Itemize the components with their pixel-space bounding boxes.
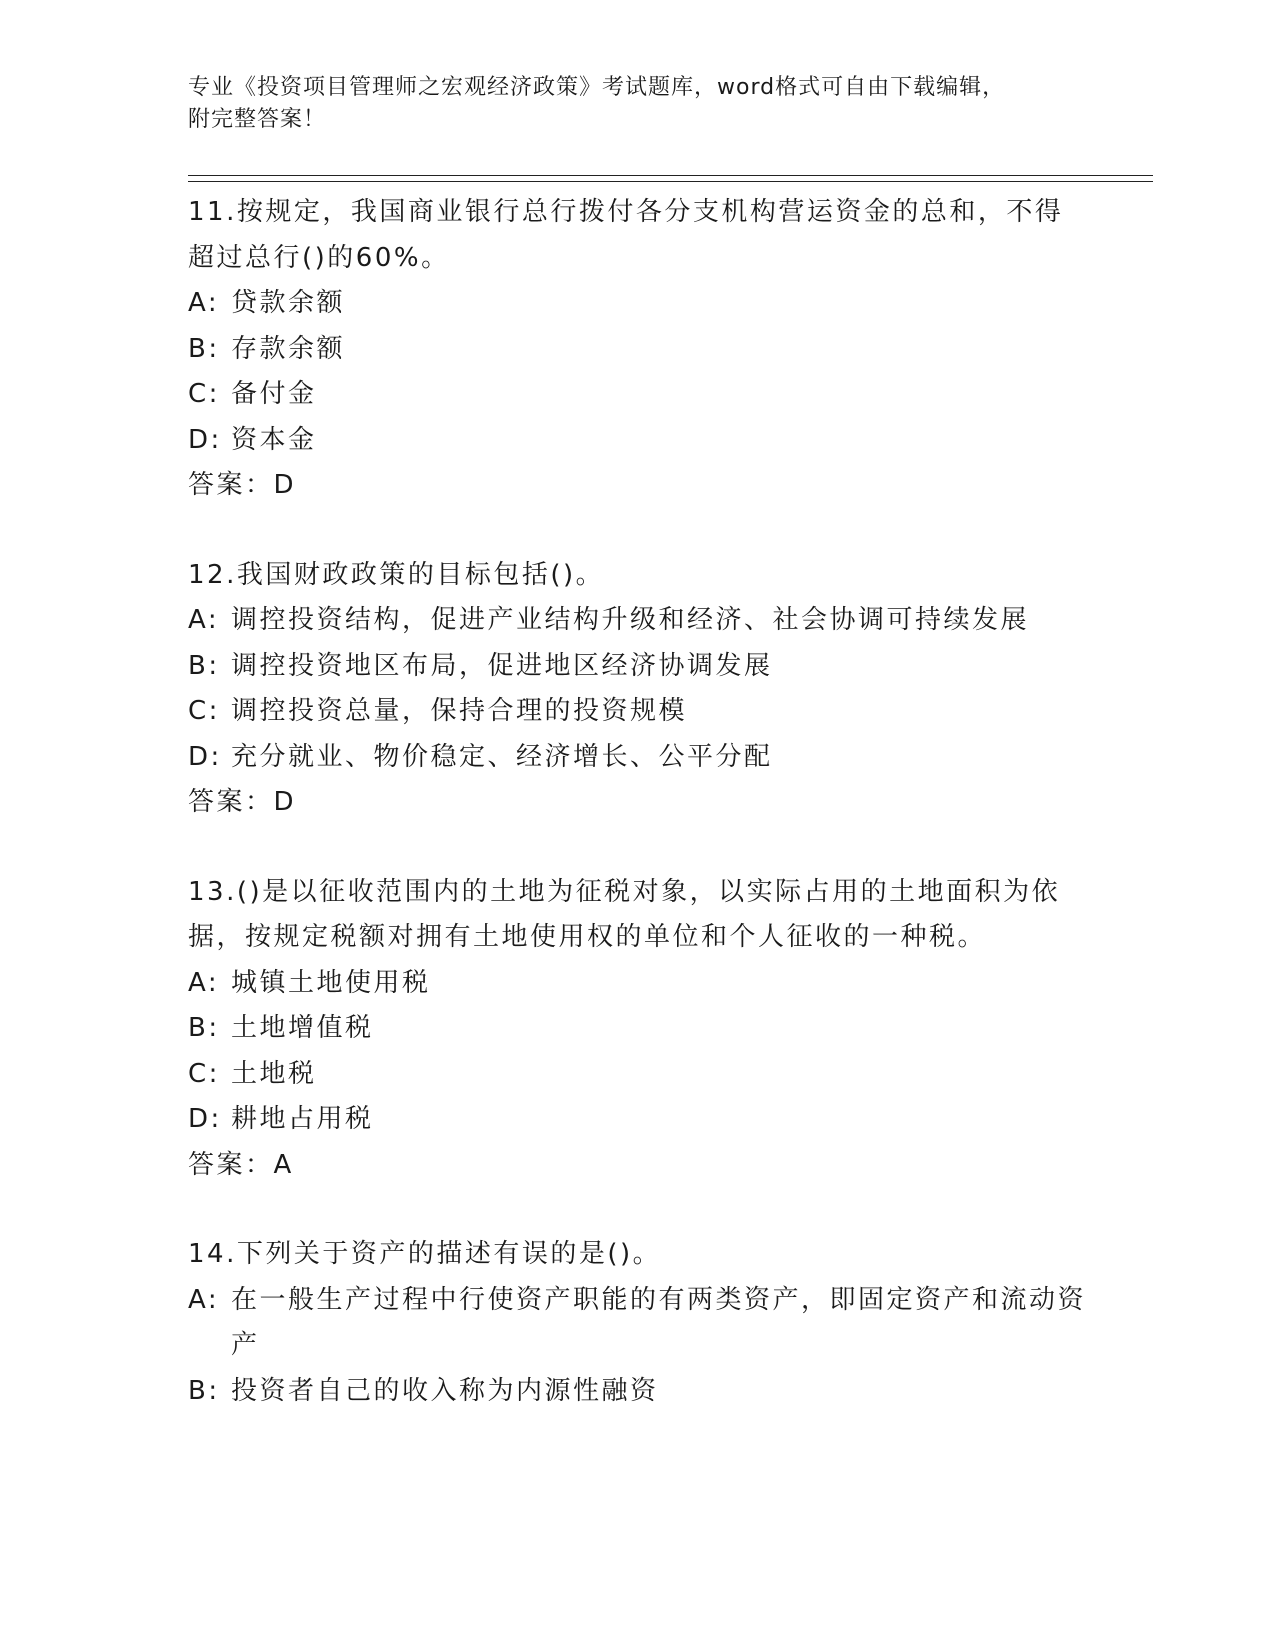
option-text: 备付金 bbox=[231, 379, 317, 409]
option-letter: D: bbox=[188, 424, 222, 455]
option-letter: D: bbox=[188, 1104, 222, 1134]
option-letter: B: bbox=[188, 333, 220, 364]
option-letter: B: bbox=[188, 1375, 220, 1406]
option-text: 在一般生产过程中行使资产职能的有两类资产，即固定资产和流动资产 bbox=[231, 1284, 1087, 1360]
header-divider-bottom bbox=[188, 181, 1153, 182]
option-letter: B: bbox=[188, 1013, 220, 1043]
option-letter: C: bbox=[188, 1058, 220, 1089]
option-text: 耕地占用税 bbox=[231, 1104, 374, 1134]
answer-line: 答案：D bbox=[188, 787, 297, 817]
option-a bbox=[188, 961, 1088, 1007]
option-letter: A: bbox=[188, 1284, 220, 1315]
option-text: 调控投资结构，促进产业结构升级和经济、社会协调可持续发展 bbox=[231, 605, 1030, 635]
option-d bbox=[188, 418, 1088, 464]
question-13 bbox=[188, 870, 1088, 1189]
option-letter: D: bbox=[188, 741, 222, 772]
option-text: 投资者自己的收入称为内源性融资 bbox=[231, 1375, 659, 1406]
option-a bbox=[188, 281, 1088, 327]
option-text: 调控投资总量，保持合理的投资规模 bbox=[231, 696, 688, 726]
option-text: 城镇土地使用税 bbox=[231, 967, 431, 998]
option-d bbox=[188, 1097, 1088, 1143]
question-stem: 13.()是以征收范围内的土地为征税对象，以实际占用的土地面积为依据，按规定税额对拥有土地使用权的单位和个人征收的一种税。 bbox=[188, 876, 1061, 952]
question-list bbox=[188, 190, 1088, 1414]
option-b bbox=[188, 1006, 1088, 1052]
option-letter: A: bbox=[188, 288, 220, 318]
option-text: 土地增值税 bbox=[231, 1013, 374, 1043]
option-a bbox=[188, 1278, 1088, 1369]
option-letter: C: bbox=[188, 379, 220, 409]
option-letter: C: bbox=[188, 696, 220, 726]
question-11 bbox=[188, 190, 1088, 509]
option-b bbox=[188, 1369, 1088, 1415]
option-a bbox=[188, 598, 1088, 644]
question-stem: 11.按规定，我国商业银行总行拨付各分支机构营运资金的总和，不得超过总行()的60%。 bbox=[188, 197, 1064, 273]
option-c bbox=[188, 372, 1088, 418]
option-c bbox=[188, 689, 1088, 735]
document-header bbox=[188, 72, 1088, 136]
option-letter: A: bbox=[188, 605, 220, 635]
option-c bbox=[188, 1052, 1088, 1098]
option-text: 存款余额 bbox=[231, 333, 346, 364]
option-letter: A: bbox=[188, 967, 220, 998]
option-text: 贷款余额 bbox=[231, 288, 346, 318]
option-b bbox=[188, 327, 1088, 373]
header-line-1: 专业《投资项目管理师之宏观经济政策》考试题库，word格式可自由下载编辑， bbox=[188, 75, 1006, 100]
option-b bbox=[188, 644, 1088, 690]
header-line-2: 附完整答案！ bbox=[188, 107, 327, 132]
option-d bbox=[188, 735, 1088, 781]
answer-line: 答案：D bbox=[188, 470, 297, 500]
question-stem: 14.下列关于资产的描述有误的是()。 bbox=[188, 1239, 662, 1269]
question-14 bbox=[188, 1232, 1088, 1414]
option-text: 充分就业、物价稳定、经济增长、公平分配 bbox=[231, 741, 773, 772]
option-text: 调控投资地区布局，促进地区经济协调发展 bbox=[231, 650, 773, 681]
option-text: 资本金 bbox=[231, 424, 317, 455]
header-divider-top bbox=[188, 175, 1153, 176]
option-text: 土地税 bbox=[231, 1058, 317, 1089]
question-12 bbox=[188, 553, 1088, 826]
answer-line: 答案：A bbox=[188, 1149, 294, 1180]
question-stem: 12.我国财政政策的目标包括()。 bbox=[188, 559, 605, 590]
option-letter: B: bbox=[188, 650, 220, 681]
